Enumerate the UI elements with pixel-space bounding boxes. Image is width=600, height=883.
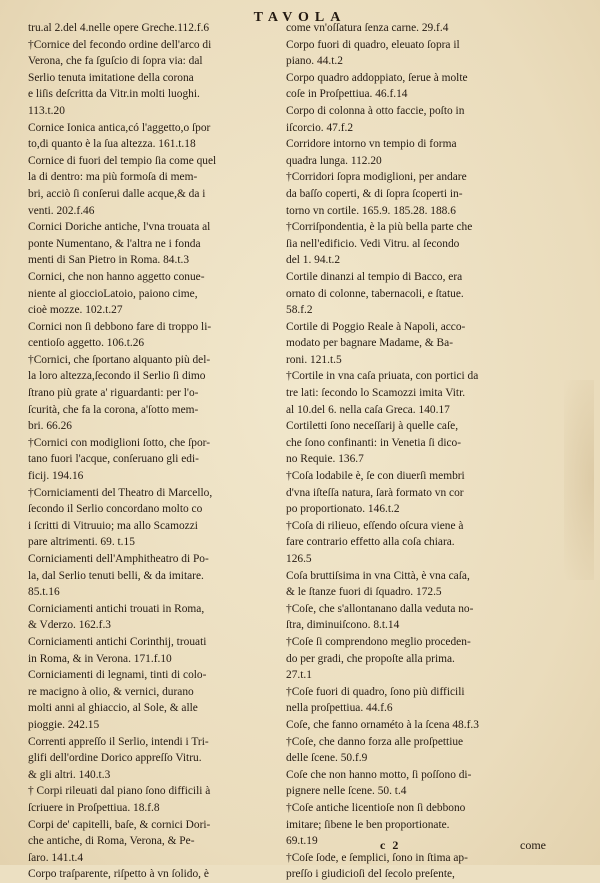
index-line: fare contrario effetto alla coſa chiara. bbox=[286, 536, 455, 549]
index-line: † Corpi rileuati dal piano ſono difficili à bbox=[28, 785, 211, 798]
index-line: ficij. 194.16 bbox=[28, 470, 84, 483]
index-line: Corpo traſparente, riſpetto à vn ſolido, è bbox=[28, 868, 209, 881]
index-line: piano. 44.t.2 bbox=[286, 55, 343, 68]
index-line: †Cornici con modiglioni ſotto, che ſpor- bbox=[28, 436, 210, 449]
index-line: Coſe, che fanno ornaméto à la ſcena 48.f.3 bbox=[286, 718, 479, 731]
page-title: TAVOLA bbox=[253, 10, 347, 25]
index-line: tre lati: ſecondo lo Scamozzi imita Vitr. bbox=[286, 387, 466, 400]
index-line: coſe in Proſpettiua. 46.f.14 bbox=[286, 88, 408, 101]
index-line: Corpo di colonna à otto faccie, poſto in bbox=[286, 104, 465, 117]
index-line: †Cornice del fecondo ordine dell'arco di bbox=[28, 38, 212, 51]
index-line: imitare; ſibene le ben proportionate. bbox=[286, 818, 450, 831]
index-line: Corniciamenti antichi trouati in Roma, bbox=[28, 602, 205, 615]
index-line: & Vderzo. 162.f.3 bbox=[28, 619, 111, 632]
index-line: †Coſa lodabile è, ſe con diuerſi membri bbox=[286, 470, 465, 483]
index-line: bri, acciò ſi conſerui dalle acque,& da i bbox=[28, 187, 206, 200]
index-line: pioggie. 242.15 bbox=[28, 718, 100, 731]
index-line: i ſcritti di Vitruuio; ma allo Scamozzi bbox=[28, 519, 198, 532]
index-line: bri. 66.26 bbox=[28, 420, 72, 433]
index-line: 69.t.19 bbox=[286, 835, 318, 848]
index-line: & gli altri. 140.t.3 bbox=[28, 768, 111, 781]
index-line: pare altrimenti. 69. t.15 bbox=[28, 536, 135, 549]
index-line: †Coſe, che danno forza alle proſpettiue bbox=[286, 735, 464, 748]
index-line: Cornici Doriche antiche, l'vna trouata al bbox=[28, 221, 211, 234]
index-line: la, dal Serlio tenuti belli, & da imitare. bbox=[28, 569, 204, 582]
index-line: Cornice Ionica antica,có l'aggetto,o ſpor bbox=[28, 121, 211, 134]
index-line: Cortiletti ſono neceſſarij à quelle caſe, bbox=[286, 420, 459, 433]
index-line: po proportionato. 146.t.2 bbox=[286, 503, 400, 516]
index-line: re macigno à olio, & vernici, durano bbox=[28, 685, 194, 698]
index-line: Corridore intorno vn tempio di forma bbox=[286, 138, 457, 151]
index-line: 27.t.1 bbox=[286, 669, 312, 682]
index-line: ſaro. 141.t.4 bbox=[28, 851, 84, 864]
index-line: †Corniciamenti del Theatro di Marcello, bbox=[28, 486, 213, 499]
index-line: ſcriuere in Proſpettiua. 18.f.8 bbox=[28, 801, 160, 814]
signature-mark: c 2 bbox=[380, 838, 401, 852]
index-line: Verona, che fa ſguſcio di ſopra via: dal bbox=[28, 55, 203, 68]
index-line: †Cornici, che ſportano alquanto più del- bbox=[28, 353, 211, 366]
index-line: ponte Numentano, & l'altra ne i fonda bbox=[28, 237, 201, 250]
index-line: Coſe che non hanno motto, ſi poſſono di- bbox=[286, 768, 472, 781]
index-line: Correnti appreſſo il Serlio, intendi i Tri- bbox=[28, 735, 209, 748]
index-line: Corniciamenti di legnami, tinti di colo- bbox=[28, 669, 207, 682]
index-line: Corpo quadro addoppiato, ſerue à molte bbox=[286, 71, 468, 84]
index-line: ſecondo il Serlio concordano molto co bbox=[28, 503, 203, 516]
index-line: ornato di colonne, tabernacoli, e ſtatue. bbox=[286, 287, 464, 300]
index-line: Corniciamenti antichi Corinthij, trouati bbox=[28, 635, 207, 648]
index-line: 58.f.2 bbox=[286, 304, 313, 317]
index-line: Cornici non ſi debbono fare di troppo li- bbox=[28, 320, 212, 333]
index-line: †Cortile in vna caſa priuata, con portici da bbox=[286, 370, 479, 383]
index-line: do per gradi, che propoſte alla prima. bbox=[286, 652, 455, 665]
index-line: Cornici, che non hanno aggetto conue- bbox=[28, 270, 205, 283]
index-line: glifi dell'ordine Dorico appreſſo Vitru. bbox=[28, 752, 202, 765]
index-line: 85.t.16 bbox=[28, 586, 60, 599]
index-line: Serlio tenuta imitatione della corona bbox=[28, 71, 194, 84]
index-line: e liſis deſcritta da Vitr.in molti luoghi. bbox=[28, 88, 200, 101]
index-line: in Roma, & in Verona. 171.f.10 bbox=[28, 652, 172, 665]
index-line: to,di quanto è la ſua altezza. 161.t.18 bbox=[28, 138, 196, 151]
index-line: come vn'oſſatura ſenza carne. 29.f.4 bbox=[286, 22, 449, 34]
index-line: molti anni al ghiaccio, al Sole, & alle bbox=[28, 702, 198, 715]
index-line: del 1. 94.t.2 bbox=[286, 254, 341, 267]
index-line: †Coſe fuori di quadro, ſono più difficili bbox=[286, 685, 465, 698]
index-line: Cortile dinanzi al tempio di Bacco, era bbox=[286, 270, 463, 283]
index-line: al 10.del 6. nella caſa Greca. 140.17 bbox=[286, 403, 450, 416]
index-line: cioè mozze. 102.t.27 bbox=[28, 304, 123, 317]
index-line: da baſſo coperti, & di ſopra ſcoperti in- bbox=[286, 187, 463, 200]
index-line: Cortile di Poggio Reale à Napoli, acco- bbox=[286, 320, 466, 333]
index-column-right bbox=[286, 20, 548, 883]
index-line: ſtrano più grate a' riguardanti: per l'o- bbox=[28, 387, 199, 400]
index-line: †Corriſpondentia, è la più bella parte che bbox=[286, 221, 473, 234]
index-line: quadra lunga. 112.20 bbox=[286, 154, 382, 167]
index-line: iſcorcio. 47.f.2 bbox=[286, 121, 354, 134]
index-line: Coſa bruttiſsima in vna Città, è vna caſa, bbox=[286, 569, 470, 582]
index-line: delle ſcene. 50.f.9 bbox=[286, 752, 368, 765]
index-line: la loro altezza,ſecondo il Serlio ſi dimo bbox=[28, 370, 206, 383]
catchword: come bbox=[520, 838, 546, 852]
index-line: tru.al 2.del 4.nelle opere Greche.112.f.6 bbox=[28, 22, 210, 34]
index-column-left bbox=[28, 20, 282, 883]
index-line: torno vn cortile. 165.9. 185.28. 188.6 bbox=[286, 204, 456, 217]
index-line: †Corridori ſopra modiglioni, per andare bbox=[286, 171, 467, 184]
index-line: †Coſe antiche licentioſe non ſi debbono bbox=[286, 801, 466, 814]
index-line: centioſo aggetto. 106.t.26 bbox=[28, 337, 145, 350]
index-line: menti di San Pietro in Roma. 84.t.3 bbox=[28, 254, 190, 267]
index-line: roni. 121.t.5 bbox=[286, 353, 342, 366]
index-line: †Coſe ſi comprendono meglio proceden- bbox=[286, 635, 471, 648]
index-line: modato per bagnare Madame, & Ba- bbox=[286, 337, 453, 350]
index-line: & le ſtanze fuori di ſquadro. 172.5 bbox=[286, 586, 442, 599]
index-line: preſſo i giudicioſi del ſecolo preſente, bbox=[286, 868, 455, 881]
index-line: nella proſpettiua. 44.f.6 bbox=[286, 702, 393, 715]
index-line: 126.5 bbox=[286, 553, 312, 565]
index-line: che antiche, di Roma, Verona, & Pe- bbox=[28, 835, 195, 848]
index-line: Corpo fuori di quadro, eleuato ſopra il bbox=[286, 38, 460, 51]
index-line: la di dentro: ma più formoſa di mem- bbox=[28, 171, 198, 184]
index-line: d'vna iſteſſa natura, ſarà formato vn cor bbox=[286, 486, 464, 499]
index-line: ſtra, diminuiſcono. 8.t.14 bbox=[286, 619, 400, 632]
index-line: 113.t.20 bbox=[28, 104, 65, 117]
index-line: Cornice di fuori del tempio ſia come quel bbox=[28, 154, 217, 167]
index-line: pignere nelle ſcene. 50. t.4 bbox=[286, 785, 407, 798]
index-line: no Requie. 136.7 bbox=[286, 453, 364, 466]
index-line: tano fuori l'acque, conſeruano gli edi- bbox=[28, 453, 199, 466]
index-line: †Coſe ſode, e ſemplici, ſono in ſtima ap- bbox=[286, 851, 468, 864]
index-line: ſcurità, che fa la corona, a'ſotto mem- bbox=[28, 403, 199, 416]
index-line: †Coſe, che s'allontanano dalla veduta no- bbox=[286, 602, 474, 615]
index-line: che ſono confinanti: in Venetia ſi dico- bbox=[286, 436, 462, 449]
index-line: Corpi de' capitelli, baſe, & cornici Dori- bbox=[28, 818, 211, 831]
index-line: ſia nell'edificio. Vedi Vitru. al ſecondo bbox=[286, 237, 460, 250]
index-line: niente al gioccioLatoio, paiono cime, bbox=[28, 287, 198, 300]
index-line: venti. 202.f.46 bbox=[28, 204, 95, 217]
index-line: Corniciamenti dell'Amphitheatro di Po- bbox=[28, 553, 209, 565]
paper-stain bbox=[564, 380, 594, 580]
index-line: †Coſa di rilieuo, eſſendo oſcura viene à bbox=[286, 519, 464, 532]
